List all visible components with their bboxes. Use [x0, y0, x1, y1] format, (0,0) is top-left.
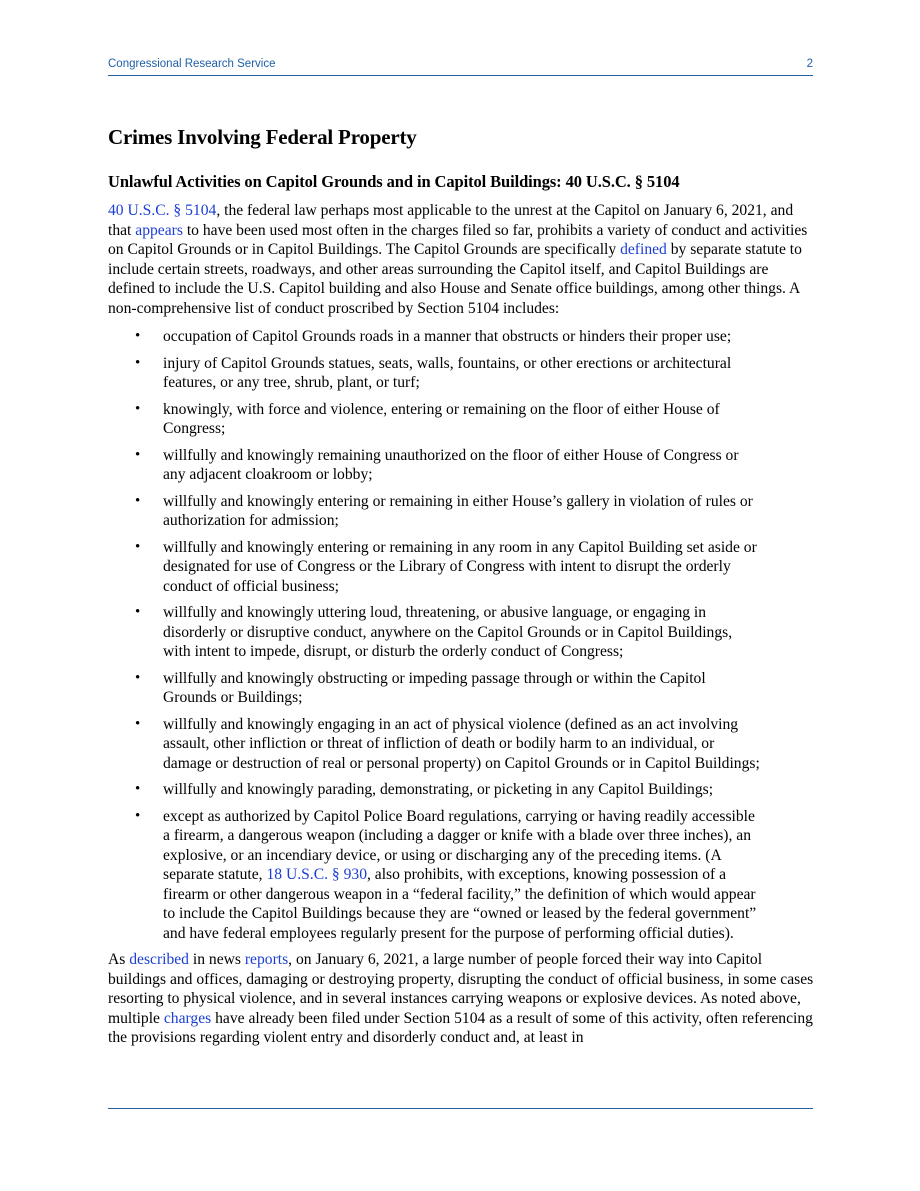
list-item-text: knowingly, with force and violence, entering or remaining on the floor of either House of Congress;	[163, 400, 720, 437]
list-item-text: willfully and knowingly entering or remaining in either House’s gallery in violation of rules or authorization for admission;	[163, 492, 753, 529]
bullet-icon: •	[135, 354, 141, 371]
intro-text-1: , the federal law perhaps most applicable to the unrest at the Capitol on January 6, 2021, and that	[108, 202, 794, 239]
link-40-usc-5104[interactable]: 40 U.S.C. § 5104	[108, 202, 217, 219]
section-title: Crimes Involving Federal Property	[108, 125, 417, 149]
footer-divider	[108, 1108, 813, 1109]
list-item	[108, 603, 763, 662]
list-item-text: willfully and knowingly engaging in an act of physical violence (defined as an act involving assault, other infliction or threat of infliction of death or bodily harm to an individual, or damage or destruction of real or personal property) on Capitol Grounds or in Capitol Buildings;	[163, 715, 760, 772]
header-org: Congressional Research Service	[108, 58, 276, 70]
link-reports[interactable]: reports	[244, 951, 289, 968]
list-item	[108, 715, 763, 774]
bullet-icon: •	[135, 328, 141, 344]
list-item	[108, 400, 763, 439]
intro-paragraph	[108, 201, 816, 318]
bullet-icon: •	[135, 400, 141, 417]
bullet-icon: •	[135, 604, 141, 620]
intro-text-3: by separate statute to include certain streets, roadways, and other areas surrounding the Capitol itself, and Capitol Buildings are defined to include the U.S. Capitol building and also House and Senate office buildings, among other things. A non-comprehensive list of conduct proscribed by Section 5104 includes:	[108, 241, 802, 317]
list-item-text: willfully and knowingly entering or remaining in any room in any Capitol Building set aside or designated for use of Congress or the Library of Congress with intent to disrupt the orderly conduct of official business;	[163, 538, 757, 595]
last-bullet-text-2: , also prohibits, with exceptions, knowing possession of a firearm or other dangerous weapon in a “federal facility,” the definition of which would appear to include the Capitol Buildings because they are “owned or leased by the federal government” and have federal employees regularly present for the purpose of performing official duties).	[163, 866, 757, 942]
subsection-title: Unlawful Activities on Capitol Grounds and in Capitol Buildings: 40 U.S.C. § 5104	[108, 172, 680, 191]
list-item-text: willfully and knowingly remaining unauthorized on the floor of either House of Congress or any adjacent cloakroom or lobby;	[163, 446, 739, 483]
conduct-list	[108, 327, 816, 943]
list-item	[108, 354, 763, 393]
link-18-usc-930[interactable]: 18 U.S.C. § 930	[266, 866, 367, 883]
closing-text-1: As	[108, 951, 130, 968]
closing-text-4: have already been filed under Section 5104 as a result of some of this activity, often referencing the provisions regarding violent entry and disorderly conduct and, at least in	[108, 1009, 813, 1046]
document-body	[108, 122, 816, 1048]
link-charges[interactable]: charges	[163, 1009, 212, 1027]
list-item-text: willfully and knowingly parading, demonstrating, or picketing in any Capitol Buildings;	[163, 781, 714, 798]
list-item-text: willfully and knowingly uttering loud, threatening, or abusive language, or engaging in disorderly or disruptive conduct, anywhere on the Capitol Grounds or in Capitol Buildings, with intent to impede, disrupt, or disturb the orderly conduct of Congress;	[163, 604, 733, 660]
list-item	[108, 807, 763, 944]
link-appears[interactable]: appears	[135, 221, 183, 239]
link-described[interactable]: described	[129, 951, 189, 968]
link-defined[interactable]: defined	[620, 241, 667, 258]
bullet-icon: •	[135, 781, 141, 797]
closing-paragraph	[108, 950, 816, 1048]
closing-text-3: , on January 6, 2021, a large number of people forced their way into Capitol buildings and offices, damaging or destroying property, disrupting the conduct of official business, in some cases resorting to physical violence, and in several instances carrying weapons or explosive devices. As noted above, multiple	[108, 951, 814, 1027]
list-item	[108, 538, 763, 597]
intro-text-2: to have been used most often in the charges filed so far, prohibits a variety of conduct and activities on Capitol Grounds or in Capitol Buildings. The Capitol Grounds are specifically	[108, 221, 808, 258]
bullet-icon: •	[135, 669, 141, 686]
list-item-text: willfully and knowingly obstructing or impeding passage through or within the Capitol Grounds or Buildings;	[163, 669, 706, 706]
list-item-text: occupation of Capitol Grounds roads in a manner that obstructs or hinders their proper use;	[163, 328, 732, 345]
list-item	[108, 492, 763, 531]
list-item	[108, 446, 763, 485]
list-item	[108, 669, 763, 708]
last-bullet-text-1: except as authorized by Capitol Police Board regulations, carrying or having readily accessible a firearm, a dangerous weapon (including a dagger or knife with a blade over three inches), an explosive, or an incendiary device, or using or discharging any of the preceding items. (A separate statute,	[163, 807, 755, 883]
page-number: 2	[806, 58, 813, 70]
closing-text-2: in news	[188, 951, 245, 968]
bullet-icon: •	[135, 538, 141, 555]
bullet-icon: •	[135, 446, 141, 463]
bullet-icon: •	[135, 807, 141, 824]
list-item	[108, 780, 763, 800]
bullet-icon: •	[135, 492, 141, 509]
list-item-text: injury of Capitol Grounds statues, seats, walls, fountains, or other erections or architectural features, or any tree, shrub, plant, or turf;	[163, 354, 732, 391]
page-header	[108, 57, 813, 76]
list-item	[108, 327, 763, 347]
bullet-icon: •	[135, 715, 141, 732]
